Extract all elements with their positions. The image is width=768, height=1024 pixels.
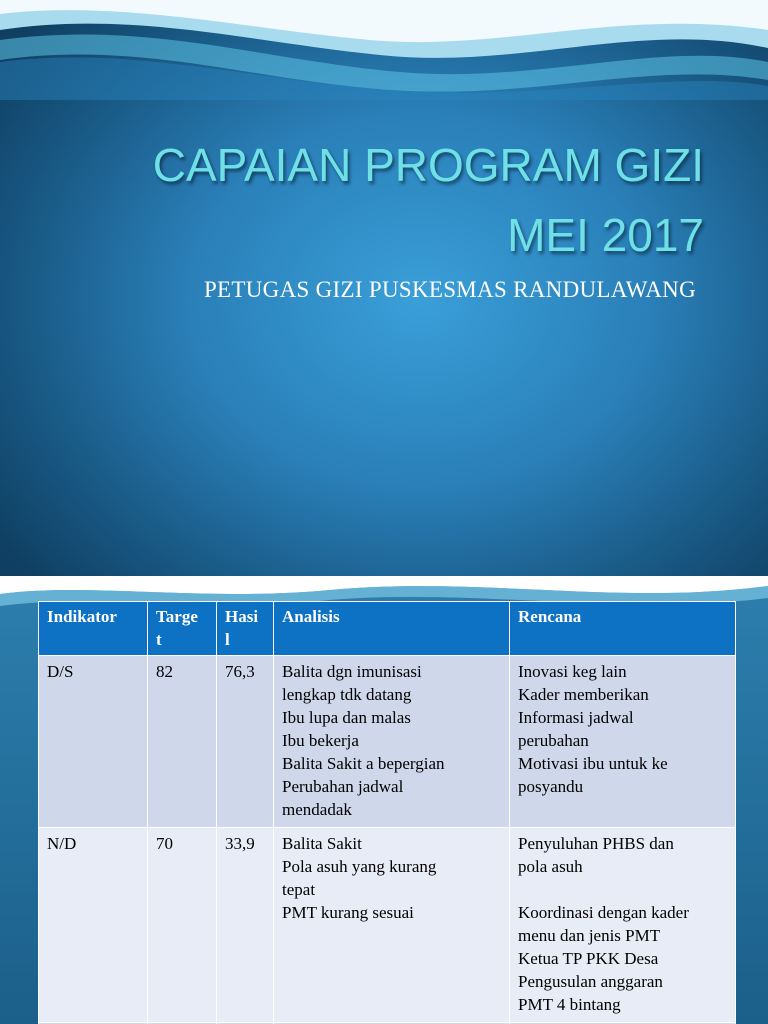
analisis-line: Ibu bekerja <box>282 731 359 750</box>
rencana-blank-line <box>518 878 727 901</box>
slide-subtitle: PETUGAS GIZI PUSKESMAS RANDULAWANG <box>203 277 696 302</box>
analisis-line: Balita Sakit a bepergian <box>282 754 445 773</box>
header-target-part1: Targe <box>156 607 198 626</box>
rencana-line: pola asuh <box>518 857 583 876</box>
title-line-1: CAPAIAN PROGRAM GIZI <box>152 139 704 191</box>
header-hasil <box>217 602 274 656</box>
rencana-line: Informasi jadwal <box>518 708 634 727</box>
table-row <box>39 828 736 1023</box>
analisis-line: Balita dgn imunisasi <box>282 662 422 681</box>
cell-hasil: 76,3 <box>217 656 274 828</box>
cell-hasil: 33,9 <box>217 828 274 1023</box>
analisis-line: tepat <box>282 880 316 899</box>
rencana-line: perubahan <box>518 731 589 750</box>
analisis-line: Ibu lupa dan malas <box>282 708 411 727</box>
cell-indikator: N/D <box>39 828 148 1023</box>
rencana-line: PMT 4 bintang <box>518 995 621 1014</box>
analisis-line: lengkap tdk datang <box>282 685 412 704</box>
analisis-line: mendadak <box>282 800 352 819</box>
header-rencana: Rencana <box>510 602 736 656</box>
table-row <box>39 656 736 828</box>
cell-analisis <box>274 828 510 1023</box>
cell-analisis <box>274 656 510 828</box>
cell-rencana <box>510 656 736 828</box>
header-hasil-part1: Hasi <box>225 607 259 626</box>
table-header-row <box>39 602 736 656</box>
analisis-line: PMT kurang sesuai <box>282 903 414 922</box>
rencana-line: Pengusulan anggaran <box>518 972 663 991</box>
analisis-line: Pola asuh yang kurang <box>282 857 437 876</box>
header-analisis: Analisis <box>274 602 510 656</box>
header-target <box>148 602 217 656</box>
cell-rencana <box>510 828 736 1023</box>
indicator-table <box>38 601 736 1024</box>
analisis-line: Balita Sakit <box>282 834 362 853</box>
header-hasil-part2: l <box>225 630 230 649</box>
analisis-line: Perubahan jadwal <box>282 777 404 796</box>
header-indikator: Indikator <box>39 602 148 656</box>
rencana-line: Penyuluhan PHBS dan <box>518 834 674 853</box>
table-slide <box>0 576 768 1024</box>
cell-target: 70 <box>148 828 217 1023</box>
rencana-line: menu dan jenis PMT <box>518 926 661 945</box>
cell-indikator: D/S <box>39 656 148 828</box>
rencana-line: posyandu <box>518 777 584 796</box>
header-target-part2: t <box>156 630 162 649</box>
rencana-line: Kader memberikan <box>518 685 649 704</box>
title-line-2: MEI 2017 <box>507 209 704 261</box>
rencana-line: Inovasi keg lain <box>518 662 627 681</box>
rencana-line: Koordinasi dengan kader <box>518 903 689 922</box>
rencana-line: Ketua TP PKK Desa <box>518 949 659 968</box>
rencana-line: Motivasi ibu untuk ke <box>518 754 668 773</box>
cell-target: 82 <box>148 656 217 828</box>
slide-title <box>60 130 704 270</box>
wave-decoration <box>0 0 768 100</box>
